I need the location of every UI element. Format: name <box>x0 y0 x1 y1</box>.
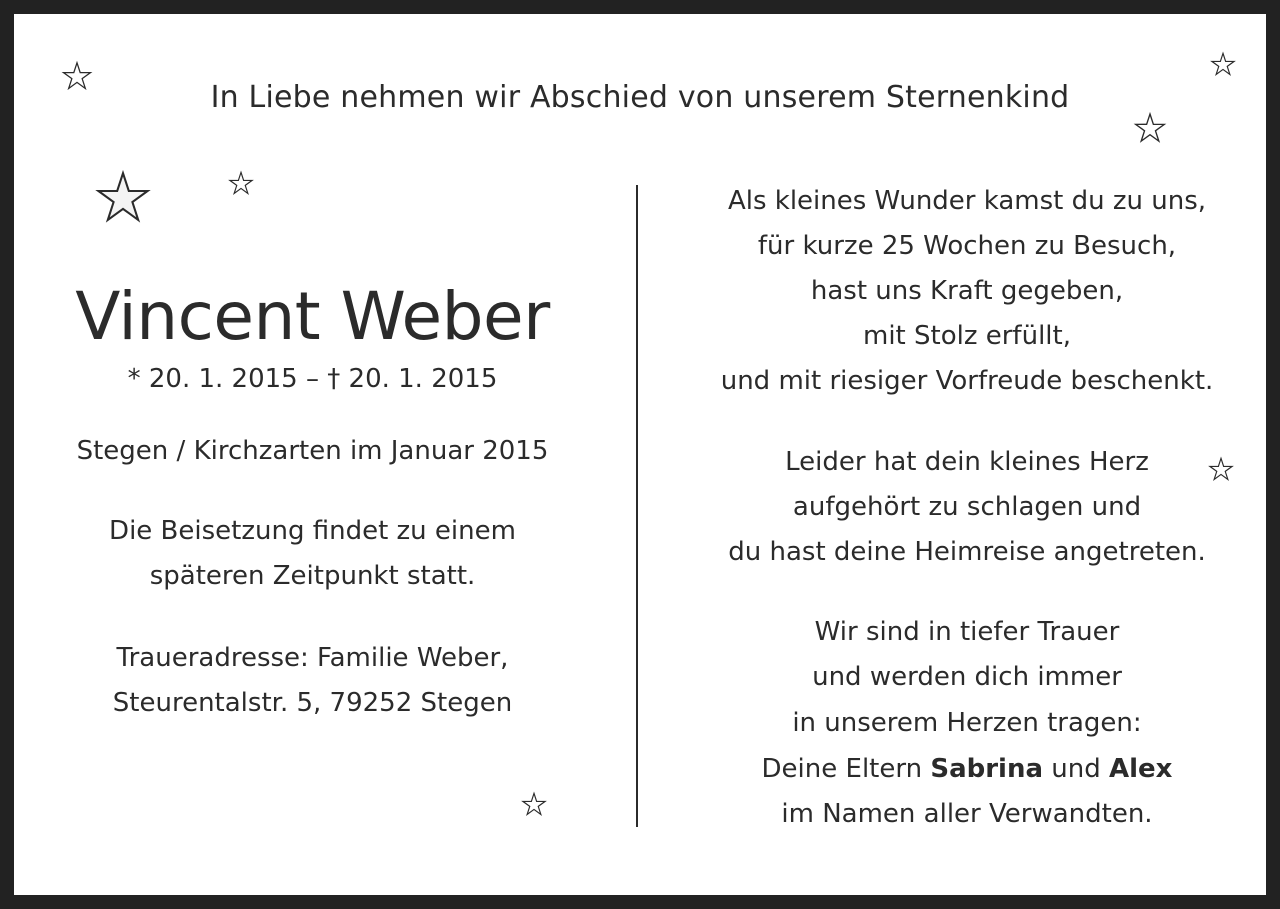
signature-joiner: und <box>1051 754 1101 784</box>
address-line-1: Traueradresse: Familie Weber, <box>116 643 509 673</box>
parent-name-1: Sabrina <box>930 754 1044 784</box>
headline: In Liebe nehmen wir Abschied von unserem Sternenkind <box>210 80 1070 115</box>
poem-line: Leider hat dein kleines Herz <box>785 447 1149 477</box>
poem-line: und mit riesiger Vorfreude beschenkt. <box>720 366 1214 396</box>
burial-line-1: Die Beisetzung findet zu einem <box>109 516 516 546</box>
poem-line: Wir sind in tiefer Trauer <box>814 617 1120 647</box>
poem-line: hast uns Kraft gegeben, <box>810 276 1124 306</box>
closing-line: im Namen aller Verwandten. <box>781 799 1153 829</box>
poem-line: für kurze 25 Wochen zu Besuch, <box>757 231 1177 261</box>
burial-line-2: späteren Zeitpunkt statt. <box>149 561 476 591</box>
star-icon <box>92 168 154 230</box>
life-dates: * 20. 1. 2015 – † 20. 1. 2015 <box>127 364 498 394</box>
signature-line <box>697 754 1237 784</box>
poem-line: in unserem Herzen tragen: <box>792 708 1142 738</box>
place-date: Stegen / Kirchzarten im Januar 2015 <box>76 436 549 466</box>
star-icon <box>1132 111 1168 147</box>
poem-line: du hast deine Heimreise angetreten. <box>728 537 1206 567</box>
star-icon <box>520 791 548 819</box>
poem-line: aufgehört zu schlagen und <box>792 492 1142 522</box>
poem-line: mit Stolz erfüllt, <box>863 321 1071 351</box>
poem-line: und werden dich immer <box>812 662 1122 692</box>
column-divider <box>636 185 638 827</box>
signature-prefix: Deine Eltern <box>761 754 923 784</box>
star-icon <box>227 170 255 198</box>
address-line-2: Steurentalstr. 5, 79252 Stegen <box>112 688 513 718</box>
star-icon <box>1209 51 1237 79</box>
poem-line: Als kleines Wunder kamst du zu uns, <box>727 186 1207 216</box>
parent-name-2: Alex <box>1109 754 1173 784</box>
deceased-name: Vincent Weber <box>75 278 550 355</box>
